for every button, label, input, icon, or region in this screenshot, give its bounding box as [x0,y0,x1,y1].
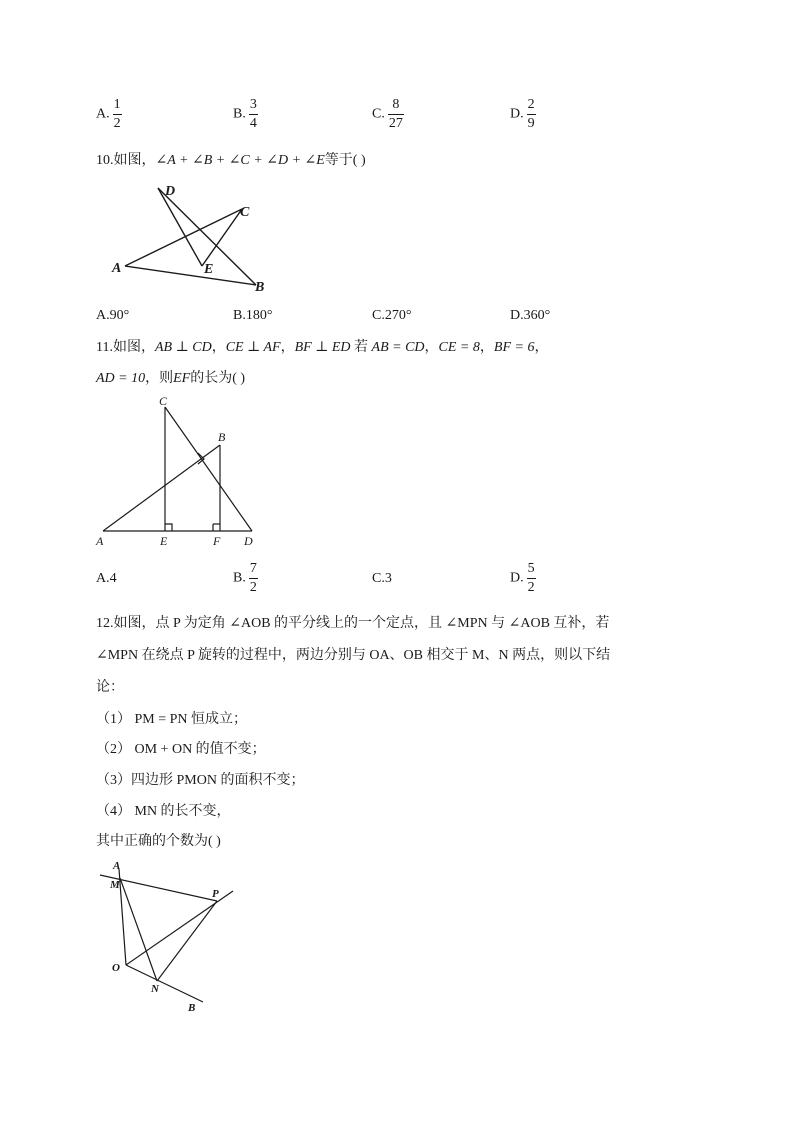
fraction: $\frac{5}{2}$ [527,561,535,595]
q12-item-4: （4） MN 的长不变， [96,804,231,819]
label-c: C [240,205,250,220]
q12-item-3: （3）四边形 PMON 的面积不变； [96,773,305,788]
fraction: $\frac{2}{9}$ [527,97,535,131]
label-f: F [213,534,221,548]
q9-option-c: C. $\frac{8}{27}$ [372,97,403,131]
fraction: $\frac{3}{4}$ [249,97,257,131]
label-e: E [204,262,214,277]
q11-figure [94,393,264,553]
q11-option-b: B. $\frac{7}{2}$ [233,561,257,595]
label-c: C [159,394,168,408]
label-o: O [112,962,120,974]
fraction: $\frac{7}{2}$ [249,561,257,595]
q11-stem-line2: AD = 10，则EF的长为( ) [96,371,246,386]
q12-stem-line1: 12.如图，点 P 为定角 ∠AOB 的平分线上的一个定点，且 ∠MPN 与 ∠AOB 互补，若 [96,616,610,631]
q11-option-d: D. $\frac{5}{2}$ [510,561,535,595]
q9-option-d: D. $\frac{2}{9}$ [510,97,535,131]
q11-option-a: A.4 [96,571,117,586]
q10-stem: 10.如图，∠A + ∠B + ∠C + ∠D + ∠E等于( ) [96,153,366,168]
label-b: B [188,1002,196,1014]
label-d: D [244,534,253,548]
label-d: D [165,184,176,199]
q9-option-a: A. $\frac{1}{2}$ [96,97,121,131]
q10-option-d: D.360° [510,308,551,323]
q10-option-b: B.180° [233,308,273,323]
label-a: A [113,860,121,872]
q11-stem-line1: 11.如图，AB ⊥ CD，CE ⊥ AF，BF ⊥ ED 若 AB = CD，CE = 8，BF = 6， [96,340,549,355]
label-p: P [212,888,219,900]
q12-stem-line3: 论： [96,680,124,695]
q9-option-b: B. $\frac{3}{4}$ [233,97,257,131]
q10-figure [108,178,288,298]
label-m: M [110,879,120,891]
label-e: E [160,534,168,548]
q12-item-1: （1） PM = PN 恒成立； [96,712,248,727]
q12-figure [95,855,245,1020]
q10-option-c: C.270° [372,308,412,323]
q12-stem-line2: ∠MPN 在绕点 P 旋转的过程中，两边分别与 OA、OB 相交于 M、N 两点，则以下结 [96,648,611,663]
label-n: N [151,983,159,995]
fraction: $\frac{8}{27}$ [388,97,403,131]
label-b: B [218,430,226,444]
q12-item-2: （2） OM + ON 的值不变； [96,742,266,757]
label-a: A [112,261,122,276]
label-a: A [96,534,104,548]
q11-option-c: C.3 [372,571,392,586]
q10-option-a: A.90° [96,308,130,323]
label-b: B [255,280,265,295]
q12-question: 其中正确的个数为( ) [96,834,221,849]
fraction: $\frac{1}{2}$ [113,97,121,131]
